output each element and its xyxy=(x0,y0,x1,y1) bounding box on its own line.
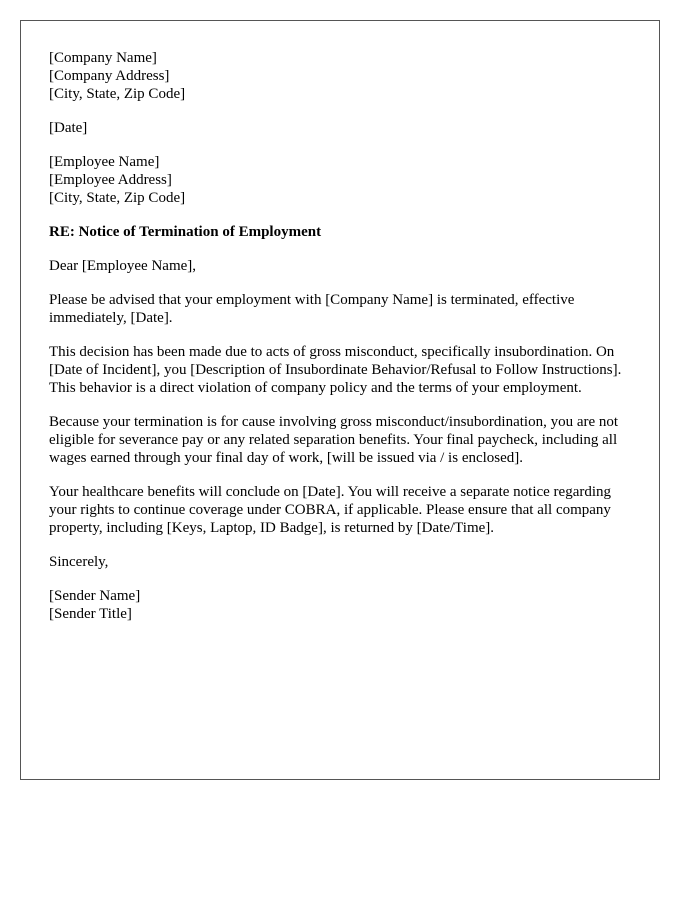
letter-date: [Date] xyxy=(49,120,88,136)
company-name: [Company Name] xyxy=(49,50,157,66)
employee-city-state-zip: [City, State, Zip Code] xyxy=(49,190,186,206)
date-block xyxy=(49,119,635,137)
company-address: [Company Address] xyxy=(49,68,170,84)
signature-block xyxy=(49,587,635,623)
employee-name: [Employee Name] xyxy=(49,154,160,170)
salutation: Dear [Employee Name], xyxy=(49,258,197,274)
paragraph-benefits: Your healthcare benefits will conclude on [Date]. You will receive a separate notice regarding your rights to continue coverage under COBRA, if applicable. Please ensure that all company property, including [Keys, Laptop, ID Badge], is returned by [Date/Time]. xyxy=(49,484,612,536)
sender-title: [Sender Title] xyxy=(49,606,132,622)
paragraph-reason: This decision has been made due to acts of gross misconduct, specifically insubordination. On [Date of Incident], you [Description of Insubordinate Behavior/Refusal to Follow Instructions]. This behavior is a direct violation of company policy and the terms of your employment. xyxy=(49,344,622,396)
sender-name: [Sender Name] xyxy=(49,588,141,604)
paragraph-severance: Because your termination is for cause involving gross misconduct/insubordination, you are not eligible for severance pay or any related separation benefits. Your final paycheck, including all wages earned through your final day of work, [will be issued via / is enclosed]. xyxy=(49,414,619,466)
letter-page xyxy=(20,20,660,780)
paragraph-termination-notice: Please be advised that your employment with [Company Name] is terminated, effective immediately, [Date]. xyxy=(49,292,575,326)
recipient-address-block xyxy=(49,153,635,207)
letter-body xyxy=(49,49,635,639)
closing: Sincerely, xyxy=(49,554,109,570)
subject-line: RE: Notice of Termination of Employment xyxy=(49,224,322,240)
company-city-state-zip: [City, State, Zip Code] xyxy=(49,86,186,102)
employee-address: [Employee Address] xyxy=(49,172,172,188)
sender-address-block xyxy=(49,49,635,103)
